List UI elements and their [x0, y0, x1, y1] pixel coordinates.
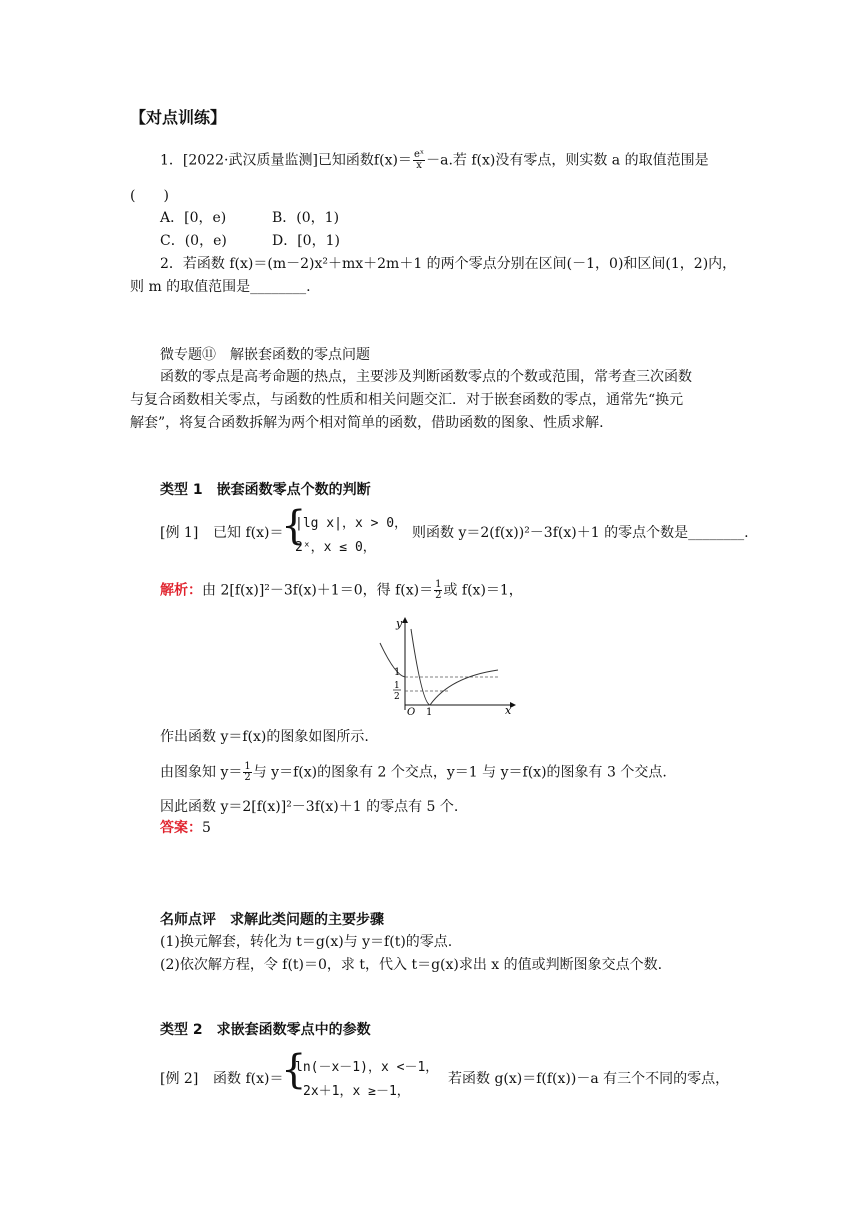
graph-x-label: x: [505, 704, 512, 717]
example-2-rest: 若函数 g(x)＝f(f(x))－a 有三个不同的零点，: [448, 1071, 730, 1087]
q1-option-b: B．(0，1): [272, 210, 340, 226]
review-step-2: (2)依次解方程，令 f(t)＝0，求 t，代入 t＝g(x)求出 x 的值或判断图象交点个数.: [160, 957, 663, 973]
solution-label: 解析：: [160, 582, 202, 599]
q1-rest: －a.若 f(x)没有零点，则实数 a 的取值范围是: [426, 152, 709, 169]
graph-y-tick-half-den: 2: [394, 692, 400, 702]
solution-half: [434, 580, 442, 601]
example-1-case-2: 2ˣ，x ≤ 0，: [295, 540, 376, 555]
q1-fraction: [413, 150, 425, 171]
q1-option-c: C．(0，e): [160, 233, 227, 249]
question-1: [160, 150, 709, 171]
answer-label: 答案：: [160, 820, 202, 836]
q1-option-d: D．[0，1): [272, 233, 340, 249]
question-2-line-2: 则 m 的取值范围是________.: [130, 279, 311, 295]
q1-paren: ( ): [130, 188, 169, 204]
example-2-case-1: ln(－x－1)，x <－1，: [295, 1060, 439, 1075]
q1-option-a: A．[0，e): [160, 210, 227, 226]
curve-exp-branch: [380, 643, 405, 677]
solution-line-1b: 或 f(x)＝1，: [443, 582, 523, 599]
example-1-case-1: |lg x|，x > 0，: [295, 516, 408, 531]
answer-value: 5: [202, 820, 211, 836]
q1-frac-num: eˣ: [413, 149, 425, 160]
graph-y-tick-1: 1: [394, 667, 401, 678]
q1-frac-den: x: [416, 160, 422, 171]
solution-half-2-den: 2: [244, 772, 251, 783]
micro-topic-para-2: 与复合函数相关零点，与函数的性质和相关问题交汇．对于嵌套函数的零点，通常先“换元: [130, 392, 684, 408]
example-1-known: 已知 f(x)＝: [213, 525, 284, 541]
example-1-rest: 则函数 y＝2(f(x))²－3f(x)＋1 的零点个数是________.: [412, 525, 749, 541]
example-2-func: 函数 f(x)＝: [213, 1071, 284, 1087]
graph-y-tick-half-num: 1: [394, 681, 400, 691]
solution-line-3a: 由图象知 y＝: [160, 764, 243, 781]
solution-half-2-num: 1: [244, 761, 251, 772]
example-2-case-2: 2x＋1，x ≥－1，: [303, 1084, 410, 1099]
micro-topic-title: 微专题⑪ 解嵌套函数的零点问题: [160, 347, 370, 363]
q1-prefix: 1．[2022·武汉质量监测]已知函数: [160, 152, 374, 169]
micro-topic-para-1: 函数的零点是高考命题的热点，主要涉及判断函数零点的个数或范围，常考查三次函数: [160, 369, 692, 385]
graph-x-tick-1: 1: [426, 707, 433, 718]
question-2-line-1: 2．若函数 f(x)＝(m－2)x²＋mx＋2m＋1 的两个零点分别在区间(－1，0)和区间(1，2)内，: [160, 256, 737, 272]
solution-half-den: 2: [435, 590, 442, 601]
solution-line-4: 因此函数 y＝2[f(x)]²－3f(x)＋1 的零点有 5 个.: [160, 799, 459, 815]
answer-line: [160, 818, 211, 838]
y-axis-arrow-icon: [402, 617, 408, 623]
left-brace-icon: {: [281, 1047, 307, 1093]
solution-line-3: [160, 762, 667, 783]
function-graph: [370, 615, 520, 718]
curve-log-branch: [411, 629, 498, 705]
q1-func: f(x)＝: [373, 152, 412, 169]
solution-half-2: [243, 762, 251, 783]
micro-topic-para-3: 解套”，将复合函数拆解为两个相对简单的函数，借助函数的图象、性质求解.: [130, 415, 604, 431]
solution-line-1a: 由 2[f(x)]²－3f(x)＋1＝0，得 f(x)＝: [202, 582, 434, 599]
example-2-label: [例 2]: [160, 1071, 199, 1087]
review-title: 名师点评 求解此类问题的主要步骤: [160, 912, 384, 928]
solution-line-1: [160, 580, 523, 601]
example-1-label: [例 1]: [160, 525, 199, 541]
type-1-title: 类型 1 嵌套函数零点个数的判断: [160, 482, 371, 498]
solution-half-num: 1: [435, 579, 442, 590]
left-brace-icon: {: [281, 503, 307, 549]
solution-line-3b: 与 y＝f(x)的图象有 2 个交点，y＝1 与 y＝f(x)的图象有 3 个交点.: [252, 764, 667, 781]
graph-y-label: y: [396, 617, 403, 630]
graph-origin-label: O: [407, 707, 416, 718]
section-title: 【对点训练】: [130, 108, 227, 127]
review-step-1: (1)换元解套，转化为 t＝g(x)与 y＝f(t)的零点.: [160, 934, 453, 950]
solution-graph-note: 作出函数 y＝f(x)的图象如图所示.: [160, 729, 369, 745]
type-2-title: 类型 2 求嵌套函数零点中的参数: [160, 1022, 371, 1038]
